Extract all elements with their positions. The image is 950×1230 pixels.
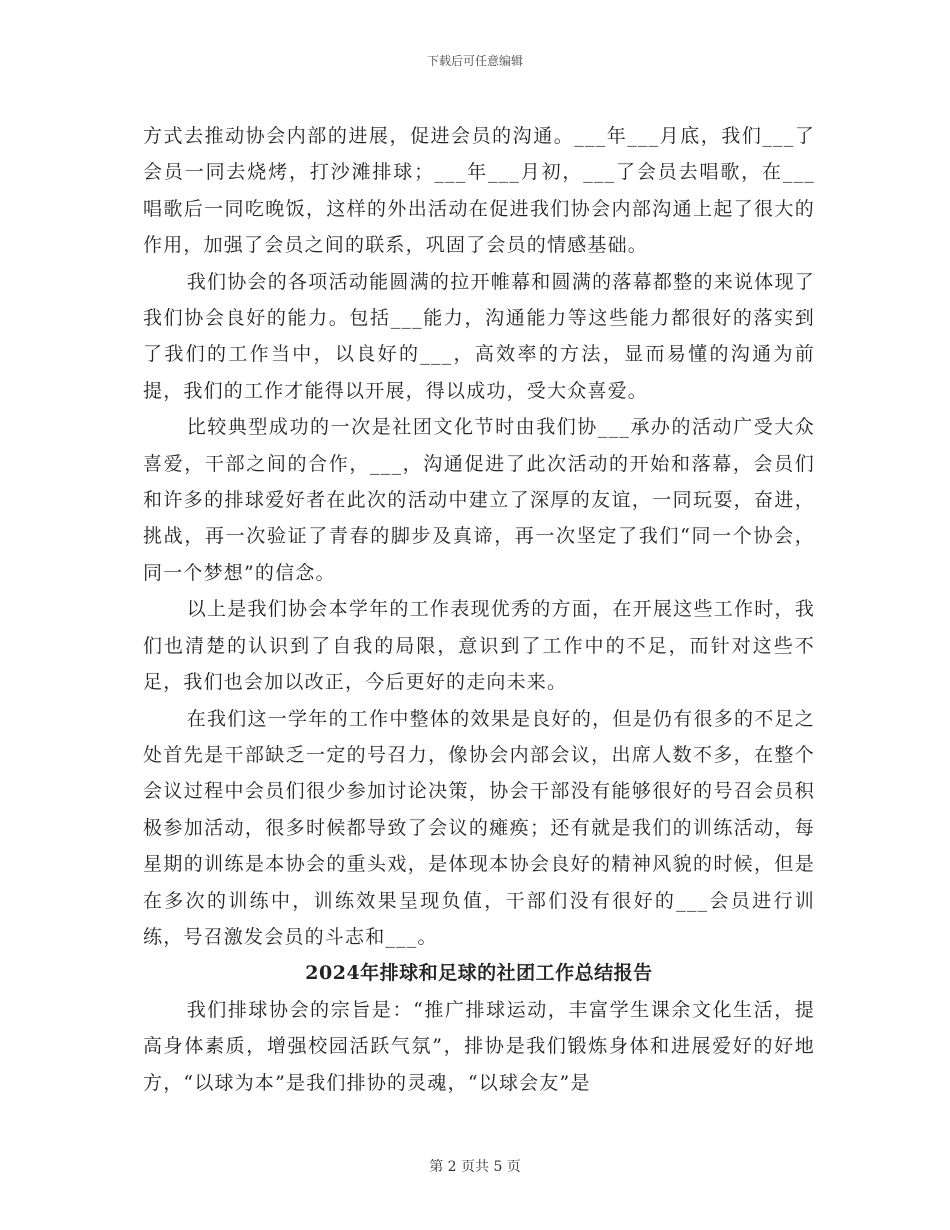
- paragraph-2: 我们协会的各项活动能圆满的拉开帷幕和圆满的落幕都整的来说体现了我们协会良好的能力。包括___能力，沟通能力等这些能力都很好的落实到了我们的工作当中，以良好的___，高效率的方法，显而易懂的沟通为前提，我们的工作才能得以开展，得以成功，受大众喜爱。: [143, 270, 815, 402]
- document-body: [143, 118, 815, 1101]
- page-header: 下载后可任意编辑: [426, 54, 523, 68]
- paragraph-5: 在我们这一学年的工作中整体的效果是良好的，但是仍有很多的不足之处首先是干部缺乏一定的号召力，像协会内部会议，出席人数不多，在整个会议过程中会员们很少参加讨论决策，协会干部没有能够很好的号召会员积极参加活动，很多时候都导致了会议的瘫痪；还有就是我们的训练活动，每星期的训练是本协会的重头戏，是体现本协会良好的精神风貌的时候，但是在多次的训练中，训练效果呈现负值，干部们没有很好的___会员进行训练，号召激发会员的斗志和___。: [143, 707, 815, 948]
- page-footer: 第 2 页共 5 页: [429, 1159, 521, 1175]
- paragraph-3: 比较典型成功的一次是社团文化节时由我们协___承办的活动广受大众喜爱，干部之间的合作，___，沟通促进了此次活动的开始和落幕，会员们和许多的排球爱好者在此次的活动中建立了深厚的友谊，一同玩耍，奋进，挑战，再一次验证了青春的脚步及真谛，再一次坚定了我们“同一个协会，同一个梦想”的信念。: [143, 416, 815, 584]
- section-title: 2024年排球和足球的社团工作总结报告: [305, 962, 653, 985]
- paragraph-1: 方式去推动协会内部的进展，促进会员的沟通。___年___月底，我们___了会员一同去烧烤，打沙滩排球；___年___月初，___了会员去唱歌，在___唱歌后一同吃晚饭，这样的外出活动在促进我们协会内部沟通上起了很大的作用，加强了会员之间的联系，巩固了会员的情感基础。: [143, 125, 815, 257]
- paragraph-4: 以上是我们协会本学年的工作表现优秀的方面，在开展这些工作时，我们也清楚的认识到了自我的局限，意识到了工作中的不足，而针对这些不足，我们也会加以改正，今后更好的走向未来。: [143, 598, 815, 694]
- section-paragraph: 我们排球协会的宗旨是：“推广排球运动，丰富学生课余文化生活，提高身体素质，增强校园活跃气氛”，排协是我们锻炼身体和进展爱好的好地方，“以球为本”是我们排协的灵魂，“以球会友”是: [143, 998, 815, 1094]
